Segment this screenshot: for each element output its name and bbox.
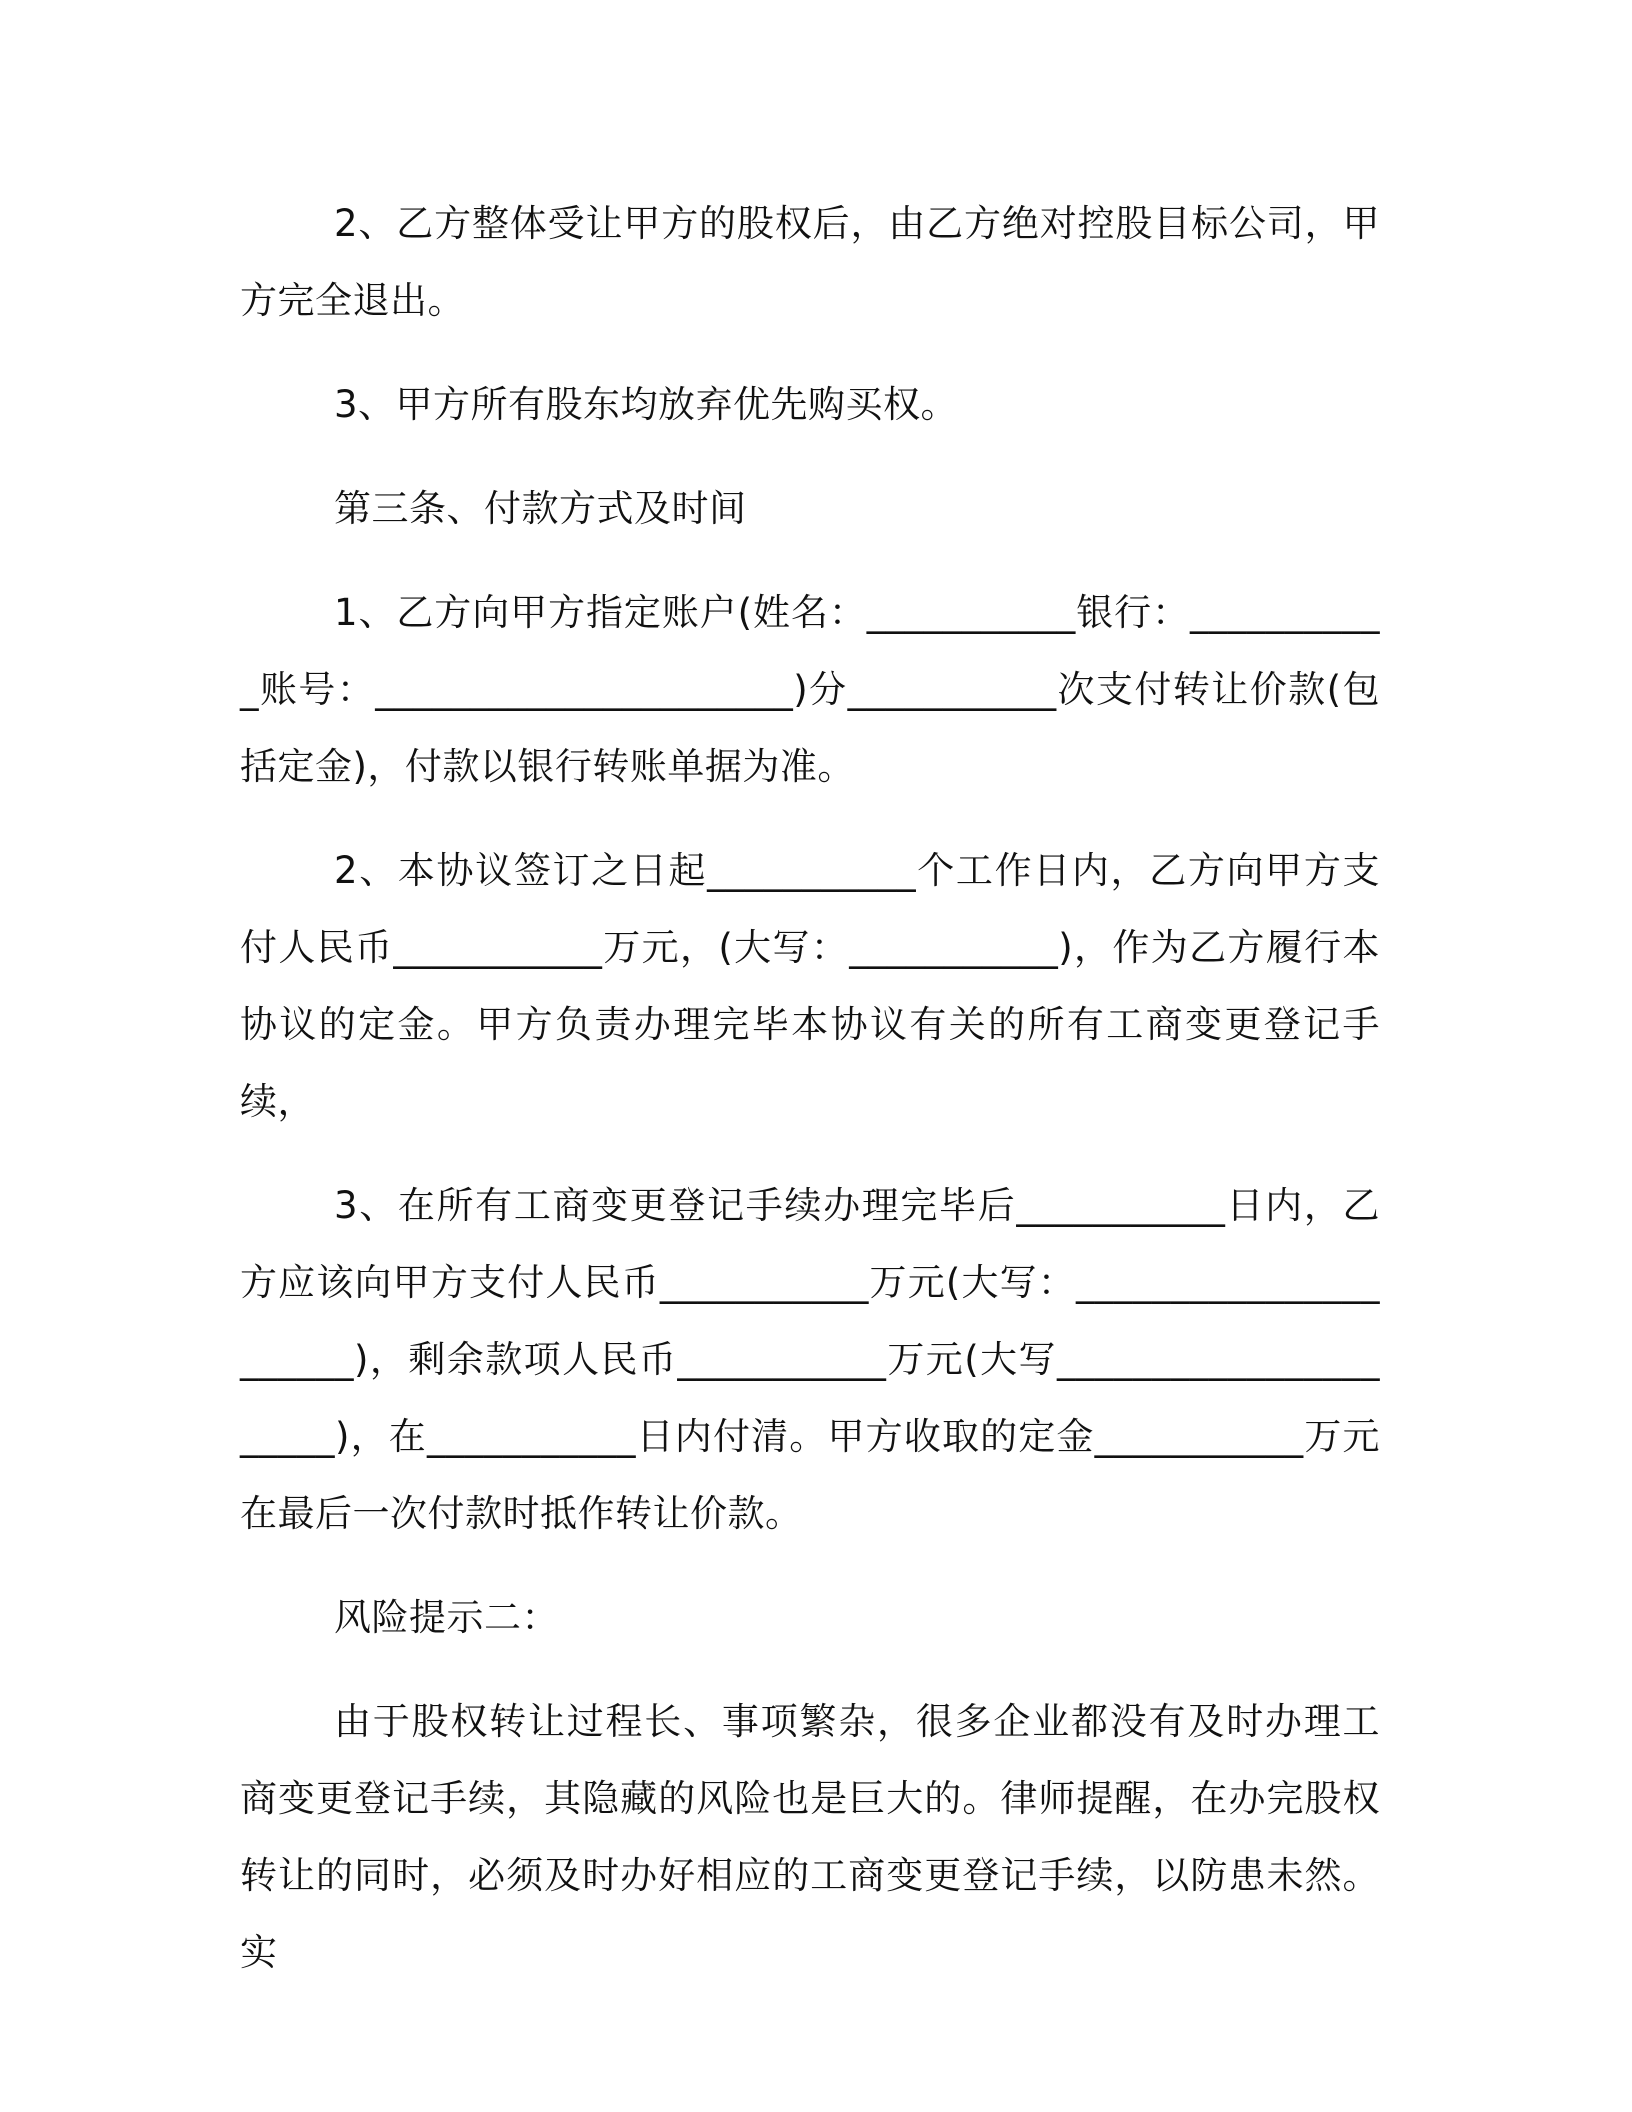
paragraph-gap	[240, 547, 1380, 574]
paragraph-gap	[240, 1140, 1380, 1167]
paragraph-gap	[240, 805, 1380, 832]
clause-2-paragraph: 2、乙方整体受让甲方的股权后，由乙方绝对控股目标公司，甲方完全退出。	[240, 202, 1380, 322]
paragraph-gap	[240, 339, 1380, 366]
payment-clause-3: 3、在所有工商变更登记手续办理完毕后___________日内，乙方应该向甲方支付人民币___________万元(大写：______________________)，剩余款项人民币___________万元(大写______________________)，在___________日内付清。甲方收取的定金___________万元在最后一次付款时抵作转让价款。	[240, 1184, 1380, 1535]
article-3-heading: 第三条、付款方式及时间	[334, 487, 747, 530]
paragraph-gap	[240, 1656, 1380, 1683]
payment-clause-1: 1、乙方向甲方指定账户(姓名：___________银行：___________账号：______________________)分___________次支付转让价款(包括定金)，付款以银行转账单据为准。	[240, 591, 1380, 788]
clause-3-paragraph: 3、甲方所有股东均放弃优先购买权。	[334, 383, 959, 426]
document-body	[240, 185, 1380, 1991]
paragraph-gap	[240, 1552, 1380, 1579]
risk-notice-body: 由于股权转让过程长、事项繁杂，很多企业都没有及时办理工商变更登记手续，其隐藏的风险也是巨大的。律师提醒，在办完股权转让的同时，必须及时办好相应的工商变更登记手续，以防患未然。实	[240, 1700, 1380, 1974]
payment-clause-2: 2、本协议签订之日起___________个工作日内，乙方向甲方支付人民币___________万元，(大写：___________)，作为乙方履行本协议的定金。甲方负责办理完毕本协议有关的所有工商变更登记手续，	[240, 849, 1380, 1123]
paragraph-gap	[240, 443, 1380, 470]
risk-notice-heading: 风险提示二：	[334, 1596, 559, 1639]
